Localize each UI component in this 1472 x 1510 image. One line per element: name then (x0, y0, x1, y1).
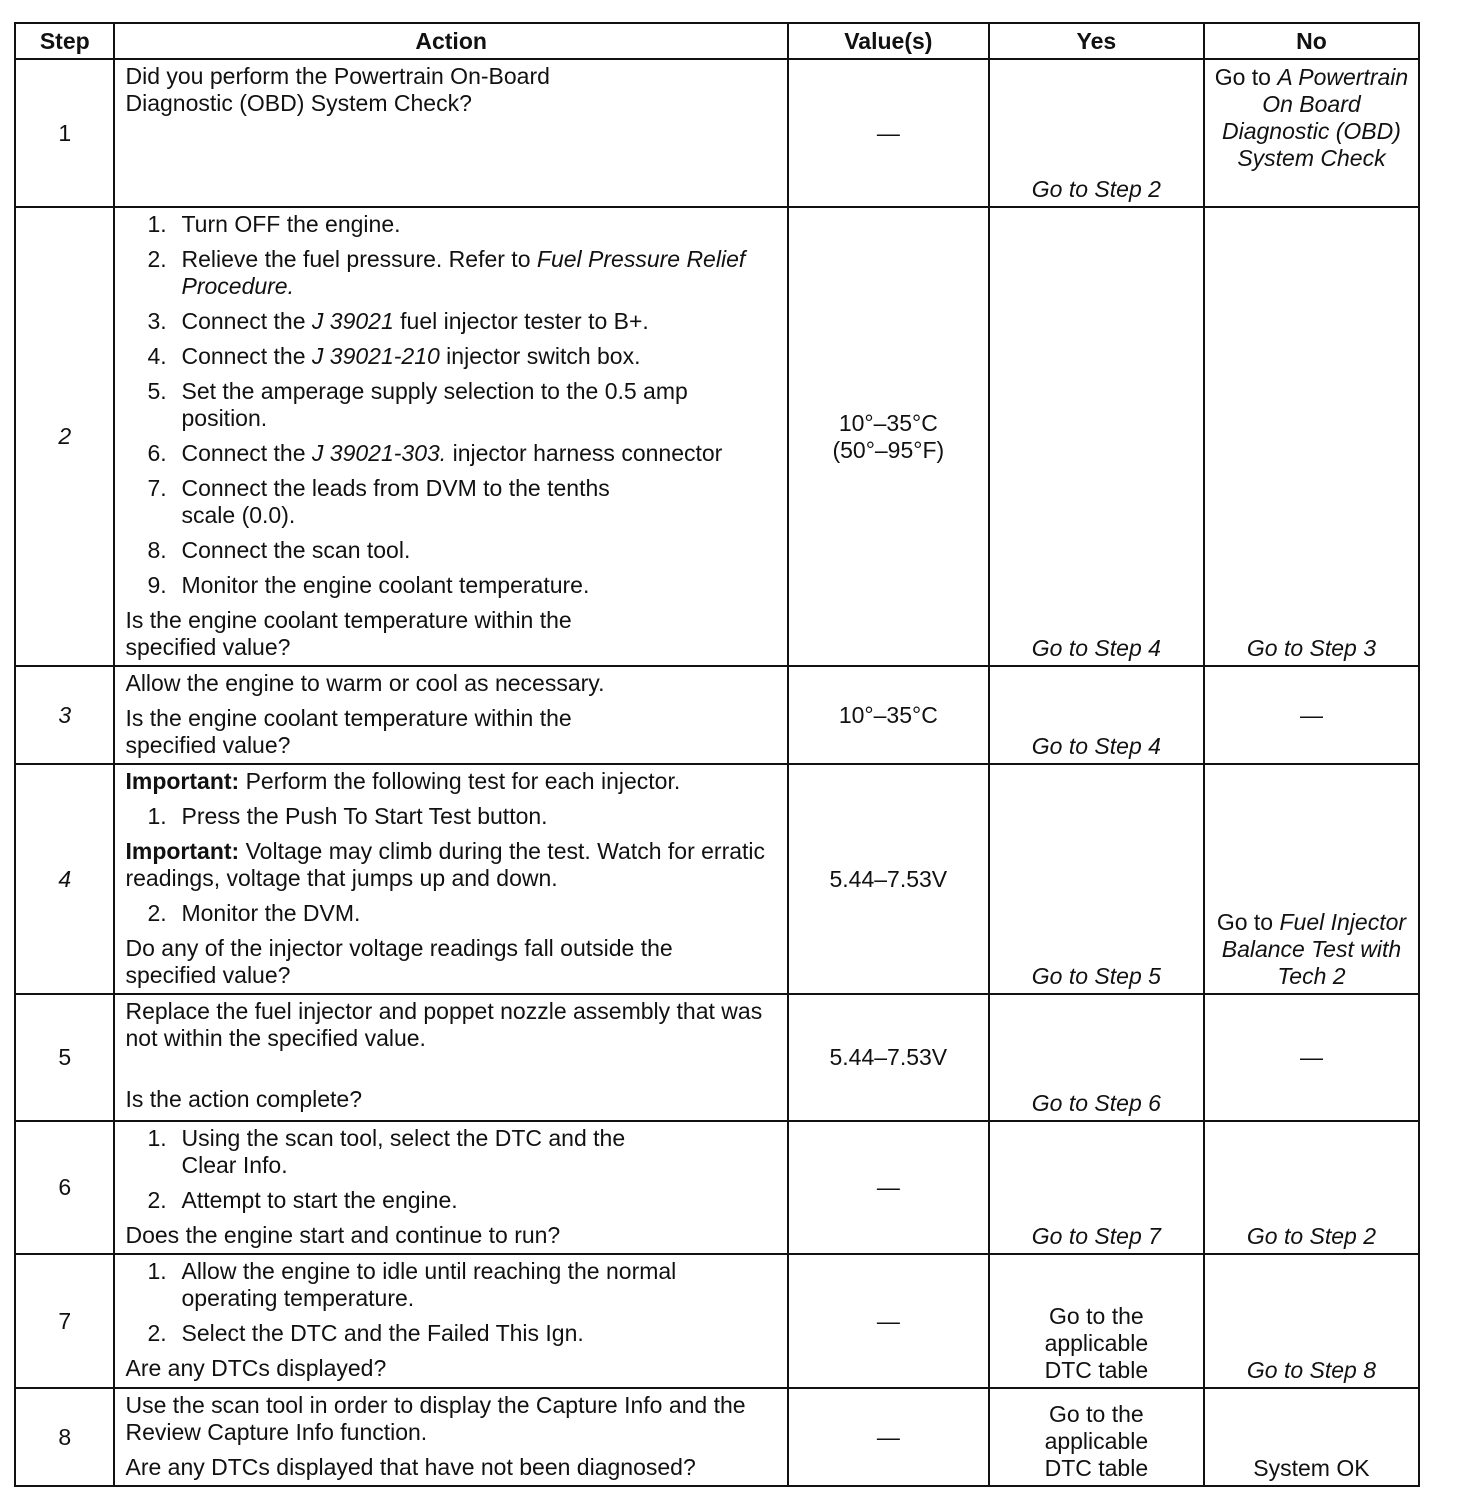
step-number: 1 (15, 59, 114, 207)
list-item: 1. Allow the engine to idle until reaching the normal operating temperature. (147, 1258, 677, 1311)
list-item: 9. Monitor the engine coolant temperature. (147, 572, 590, 598)
procedure-steps (125, 1258, 774, 1347)
question-text: Do any of the injector voltage readings fall outside the specified value? (125, 935, 673, 988)
list-item: 1. Using the scan tool, select the DTC and the Clear Info. (147, 1125, 626, 1178)
no-link-prefix: Go to (1214, 64, 1278, 90)
step-index: 2. (147, 1187, 167, 1213)
yes-link[interactable]: Go to Step 6 (1031, 1090, 1161, 1116)
action-text: Did you perform the Powertrain On-Board Diagnostic (OBD) System Check? (125, 63, 550, 116)
action-cell (114, 764, 787, 994)
diagnostic-table (14, 22, 1420, 1487)
yes-link[interactable]: Go to the applicable DTC table (1044, 1401, 1149, 1481)
step-index: 1. (147, 211, 167, 237)
no-cell: — (1204, 994, 1419, 1121)
spacer (125, 1060, 774, 1086)
step-number: 2 (15, 207, 114, 666)
no-cell (1204, 1388, 1419, 1486)
value-cell (788, 207, 989, 666)
yes-cell (989, 1121, 1204, 1254)
value-cell: — (788, 1254, 989, 1388)
no-link-title: A Powertrain On Board Diagnostic (OBD) System Check (1221, 64, 1409, 171)
list-item: 2. Select the DTC and the Failed This Ign. (147, 1320, 584, 1346)
yes-link[interactable]: Go to Step 4 (1031, 635, 1161, 661)
no-link[interactable]: Go to Step 3 (1246, 635, 1377, 661)
list-item: 4. Connect the J 39021-210 injector switch box. (147, 343, 641, 369)
important-note: Important: Perform the following test for each injector. (125, 768, 681, 794)
step-number: 6 (15, 1121, 114, 1254)
procedure-steps (125, 211, 774, 599)
header-values: Value(s) (788, 23, 989, 59)
yes-cell (989, 666, 1204, 764)
yes-link[interactable]: Go to Step 7 (1031, 1223, 1161, 1249)
procedure-steps (125, 803, 774, 830)
step-index: 5. (147, 378, 167, 404)
list-item: 8. Connect the scan tool. (147, 537, 411, 563)
action-text: Use the scan tool in order to display the Capture Info and the Review Capture Info function. (125, 1392, 746, 1445)
action-cell (114, 59, 787, 207)
list-item: 1. Turn OFF the engine. (147, 211, 401, 237)
table-row (15, 1121, 1419, 1254)
no-link-title: Fuel Injector Balance Test with Tech 2 (1221, 909, 1407, 989)
table-row (15, 59, 1419, 207)
value-cell: 10°–35°C (788, 666, 989, 764)
action-cell (114, 1254, 787, 1388)
table-row (15, 207, 1419, 666)
header-no: No (1204, 23, 1419, 59)
value-cell: — (788, 1388, 989, 1486)
list-item: 5. Set the amperage supply selection to the 0.5 amp position. (147, 378, 688, 431)
question-text: Is the action complete? (125, 1086, 363, 1112)
step-index: 1. (147, 803, 167, 829)
value-cell: — (788, 59, 989, 207)
no-cell (1204, 1254, 1419, 1388)
no-cell (1204, 1121, 1419, 1254)
yes-link[interactable]: Go to the applicable DTC table (1044, 1303, 1149, 1383)
table-row (15, 994, 1419, 1121)
step-number: 8 (15, 1388, 114, 1486)
list-item: 2. Monitor the DVM. (147, 900, 361, 926)
yes-link[interactable]: Go to Step 4 (1031, 733, 1161, 759)
yes-link[interactable]: Go to Step 5 (1031, 963, 1161, 989)
procedure-steps (125, 1125, 774, 1214)
action-cell (114, 994, 787, 1121)
step-index: 6. (147, 440, 167, 466)
action-cell (114, 1388, 787, 1486)
step-index: 4. (147, 343, 167, 369)
no-link[interactable]: Go to Step 8 (1246, 1357, 1377, 1383)
value-cell: 5.44–7.53V (788, 994, 989, 1121)
action-text: Allow the engine to warm or cool as necessary. (125, 670, 605, 696)
step-number: 3 (15, 666, 114, 764)
list-item: 6. Connect the J 39021-303. injector harness connector (147, 440, 723, 466)
step-index: 2. (147, 900, 167, 926)
no-result: System OK (1253, 1455, 1370, 1481)
yes-cell (989, 1254, 1204, 1388)
question-text: Does the engine start and continue to run? (125, 1222, 561, 1248)
no-link-prefix: Go to (1216, 909, 1280, 935)
value-cell: 5.44–7.53V (788, 764, 989, 994)
no-cell (1204, 207, 1419, 666)
step-index: 1. (147, 1258, 167, 1284)
list-item: 3. Connect the J 39021 fuel injector tester to B+. (147, 308, 649, 334)
yes-cell (989, 59, 1204, 207)
step-index: 9. (147, 572, 167, 598)
list-item: 2. Relieve the fuel pressure. Refer to Fuel Pressure Relief Procedure. (147, 246, 746, 299)
no-cell (1204, 764, 1419, 994)
list-item: 2. Attempt to start the engine. (147, 1187, 458, 1213)
question-text: Is the engine coolant temperature within the specified value? (125, 607, 572, 660)
list-item: 1. Press the Push To Start Test button. (147, 803, 548, 829)
important-note: Important: Voltage may climb during the test. Watch for erratic readings, voltage that jumps up and down. (125, 838, 766, 891)
procedure-steps (125, 900, 774, 927)
question-text: Is the engine coolant temperature within the specified value? (125, 705, 572, 758)
step-index: 2. (147, 1320, 167, 1346)
yes-cell (989, 994, 1204, 1121)
question-text: Are any DTCs displayed that have not been diagnosed? (125, 1454, 696, 1480)
value-fahrenheit: (50°–95°F) (832, 436, 945, 463)
header-step: Step (15, 23, 114, 59)
step-index: 2. (147, 246, 167, 272)
step-index: 1. (147, 1125, 167, 1151)
action-cell (114, 207, 787, 666)
action-cell (114, 1121, 787, 1254)
header-yes: Yes (989, 23, 1204, 59)
action-cell (114, 666, 787, 764)
list-item: 7. Connect the leads from DVM to the tenths scale (0.0). (147, 475, 610, 528)
no-link[interactable] (1205, 64, 1418, 172)
yes-cell (989, 1388, 1204, 1486)
step-index: 3. (147, 308, 167, 334)
value-cell: — (788, 1121, 989, 1254)
table-row (15, 666, 1419, 764)
step-index: 7. (147, 475, 167, 501)
no-cell: — (1204, 666, 1419, 764)
step-number: 7 (15, 1254, 114, 1388)
yes-link[interactable]: Go to Step 2 (1031, 176, 1161, 202)
no-link[interactable]: Go to Step 2 (1246, 1223, 1377, 1249)
action-text: Replace the fuel injector and poppet nozzle assembly that was not within the specified value. (125, 998, 763, 1051)
no-cell (1204, 59, 1419, 207)
table-row (15, 1388, 1419, 1486)
step-number: 5 (15, 994, 114, 1121)
header-action: Action (114, 23, 787, 59)
value-celsius: 10°–35°C (838, 409, 938, 436)
step-number: 4 (15, 764, 114, 994)
yes-cell (989, 207, 1204, 666)
no-link[interactable] (1205, 909, 1418, 990)
header-row (15, 23, 1419, 59)
yes-cell (989, 764, 1204, 994)
step-index: 8. (147, 537, 167, 563)
question-text: Are any DTCs displayed? (125, 1355, 387, 1381)
table-row (15, 764, 1419, 994)
table-row (15, 1254, 1419, 1388)
